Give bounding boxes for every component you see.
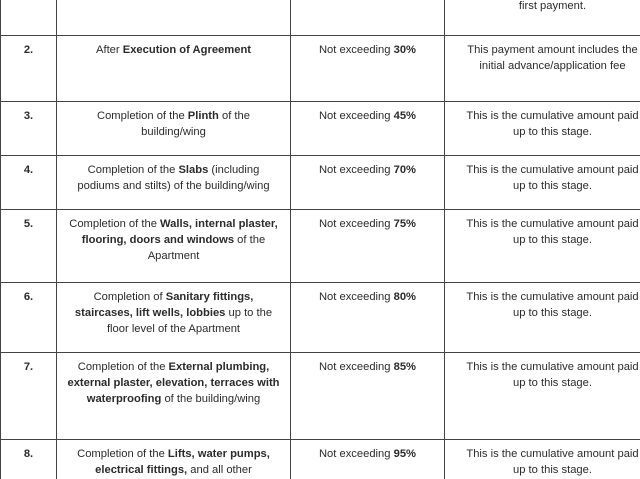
stage-text: Completion of the	[77, 448, 168, 460]
limit-prefix: Not exceeding	[318, 218, 394, 230]
table-row	[1, 102, 640, 156]
stage-text: (including podiums and stilts) of the building/wing	[77, 164, 270, 192]
limit-percent: 45%	[393, 110, 417, 122]
stage-text: Completion of	[93, 291, 166, 303]
remark: This payment amount includes the initial advance/application fee	[445, 36, 640, 102]
stage-text: Completion of the	[97, 110, 188, 122]
stage-description	[57, 102, 291, 156]
table-row	[1, 353, 640, 440]
limit-prefix: Not exceeding	[318, 361, 394, 373]
remark: This is the cumulative amount paid up to this stage.	[445, 156, 640, 210]
limit-prefix: Not exceeding	[318, 44, 394, 56]
remark: This is the cumulative amount paid up to this stage.	[445, 210, 640, 283]
limit-percent: 80%	[393, 291, 417, 303]
remark: This is the cumulative amount paid up to this stage.	[445, 283, 640, 353]
payment-limit	[291, 440, 445, 479]
stage-text-bold: Execution of Agreement	[122, 44, 251, 56]
stage-description	[57, 0, 291, 36]
limit-prefix: Not exceeding	[318, 448, 394, 460]
payment-limit	[291, 210, 445, 283]
table-row	[1, 36, 640, 102]
remark: This is the cumulative amount paid up to this stage.	[445, 102, 640, 156]
stage-text-bold: Lifts, water pumps, electrical fittings,	[95, 448, 270, 476]
stage-text: and all other	[187, 464, 252, 476]
stage-description	[57, 210, 291, 283]
stage-text-bold: Sanitary fittings, staircases, lift wells, lobbies	[74, 291, 254, 319]
stage-description	[57, 283, 291, 353]
row-number: 6.	[1, 283, 57, 353]
remark: first payment.	[445, 0, 640, 36]
stage-text-bold: Slabs	[178, 164, 209, 176]
stage-text-bold: Walls, internal plaster, flooring, doors and windows	[81, 218, 278, 246]
row-number: 2.	[1, 36, 57, 102]
payment-limit	[291, 156, 445, 210]
limit-percent: 85%	[393, 361, 417, 373]
limit-percent: 30%	[393, 44, 417, 56]
limit-percent: 70%	[393, 164, 417, 176]
stage-text: After	[96, 44, 123, 56]
remark: This is the cumulative amount paid up to this stage.	[445, 440, 640, 479]
stage-description	[57, 156, 291, 210]
row-number: 8.	[1, 440, 57, 479]
stage-text: of the building/wing	[161, 393, 261, 405]
payment-limit	[291, 353, 445, 440]
limit-prefix: Not exceeding	[318, 164, 394, 176]
row-number: 4.	[1, 156, 57, 210]
row-number	[1, 0, 57, 36]
stage-description	[57, 353, 291, 440]
table-row	[1, 210, 640, 283]
limit-percent: 75%	[393, 218, 417, 230]
stage-description	[57, 440, 291, 479]
table-row	[1, 156, 640, 210]
stage-text: Completion of the	[77, 361, 169, 373]
table-row	[1, 283, 640, 353]
stage-text: Completion of the	[87, 164, 179, 176]
limit-percent: 95%	[393, 448, 417, 460]
payment-schedule-body	[1, 0, 640, 479]
table-row	[1, 0, 640, 36]
table-row	[1, 440, 640, 479]
stage-text: Completion of the	[69, 218, 161, 230]
stage-text: of the Apartment	[147, 234, 266, 262]
row-number: 7.	[1, 353, 57, 440]
row-number: 5.	[1, 210, 57, 283]
stage-text-bold: External plumbing, external plaster, elevation, terraces with waterproofing	[67, 361, 280, 405]
payment-limit	[291, 283, 445, 353]
payment-limit	[291, 0, 445, 36]
remark: This is the cumulative amount paid up to this stage.	[445, 353, 640, 440]
stage-text: of the building/wing	[141, 110, 250, 138]
row-number: 3.	[1, 102, 57, 156]
limit-prefix: Not exceeding	[318, 291, 394, 303]
stage-text-bold: Plinth	[187, 110, 219, 122]
stage-description	[57, 36, 291, 102]
stage-text: up to the floor level of the Apartment	[106, 307, 273, 335]
payment-limit	[291, 36, 445, 102]
limit-prefix: Not exceeding	[318, 110, 394, 122]
payment-limit	[291, 102, 445, 156]
